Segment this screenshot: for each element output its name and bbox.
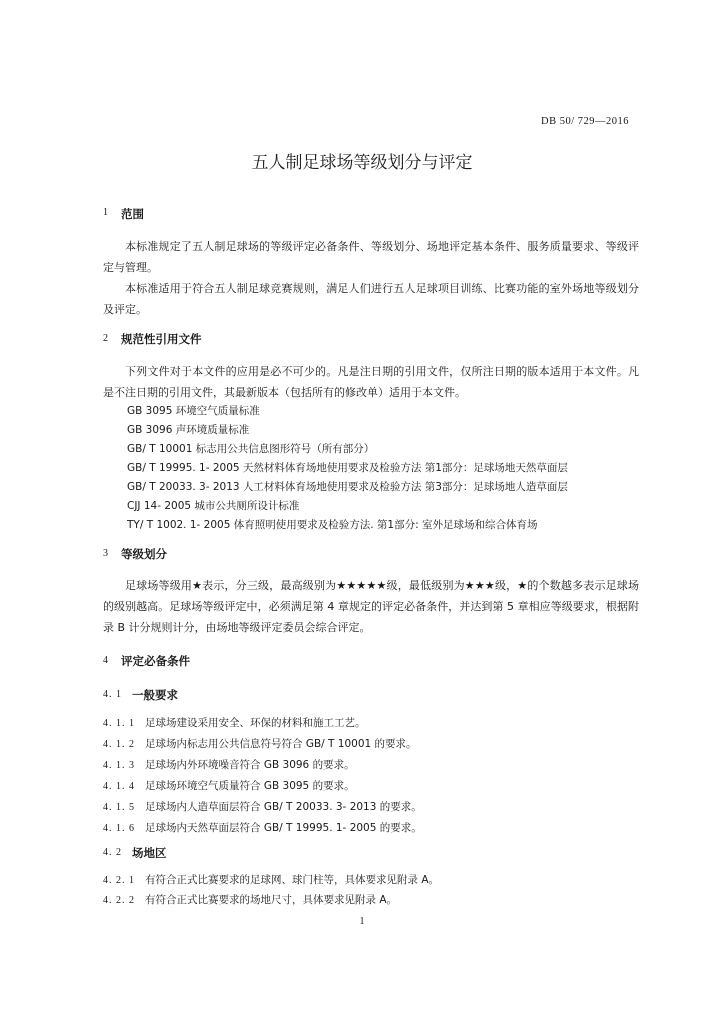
clause-item: 4. 1. 6 足球场内天然草面层符合 GB/ T 19995. 1- 2005 的要求。 <box>103 822 422 834</box>
page-number: 1 <box>359 916 365 927</box>
clause-item: 4. 1. 2 足球场内标志用公共信息符号符合 GB/ T 10001 的要求。 <box>103 738 417 750</box>
clause-item: 4. 1. 4 足球场环境空气质量符合 GB 3095 的要求。 <box>103 780 355 792</box>
reference-item: GB/ T 10001 标志用公共信息图形符号（所有部分） <box>127 443 375 455</box>
section-heading: 评定必备条件 <box>121 654 190 668</box>
clause-item: 4. 2. 1 有符合正式比赛要求的足球网、球门柱等，具体要求见附录 A。 <box>103 874 440 886</box>
paragraph: 足球场等级用★表示，分三级，最高级别为★★★★★级，最低级别为★★★级，★的个数越多表示足球场的级别越高。足球场等级评定中，必须满足第 4 章规定的评定必备条件，并达到第 5 章相应等级要求，根据附录 B 计分规则计分，由场地等级评定委员会综合评定。 <box>103 579 639 634</box>
subsection-number: 4. 2 <box>103 847 122 858</box>
document-title: 五人制足球场等级划分与评定 <box>251 153 473 173</box>
reference-item: GB/ T 19995. 1- 2005 天然材料体育场地使用要求及检验方法 第1部分：足球场地天然草面层 <box>127 462 568 474</box>
subsection-heading: 一般要求 <box>132 688 178 702</box>
standard-code: DB 50/ 729—2016 <box>541 116 630 127</box>
reference-item: GB 3096 声环境质量标准 <box>127 424 250 436</box>
subsection-number: 4. 1 <box>103 689 122 700</box>
paragraph: 本标准适用于符合五人制足球竞赛规则，满足人们进行五人足球项目训练、比赛功能的室外场地等级划分及评定。 <box>103 282 639 316</box>
reference-item: GB/ T 20033. 3- 2013 人工材料体育场地使用要求及检验方法 第3部分：足球场地人造草面层 <box>127 481 568 493</box>
paragraph: 本标准规定了五人制足球场的等级评定必备条件、等级划分、场地评定基本条件、服务质量要求、等级评定与管理。 <box>103 240 639 274</box>
reference-item: GB 3095 环境空气质量标准 <box>127 405 260 417</box>
clause-item: 4. 1. 3 足球场内外环境噪音符合 GB 3096 的要求。 <box>103 759 355 771</box>
reference-item: CJJ 14- 2005 城市公共厕所设计标准 <box>127 500 300 512</box>
section-number: 3 <box>103 548 108 559</box>
section-heading: 等级划分 <box>121 547 167 561</box>
section-heading: 规范性引用文件 <box>121 332 202 346</box>
section-heading: 范围 <box>121 207 144 221</box>
section-number: 4 <box>103 655 108 666</box>
clause-item: 4. 2. 2 有符合正式比赛要求的场地尺寸，具体要求见附录 A。 <box>103 894 398 906</box>
section-number: 2 <box>103 333 108 344</box>
clause-item: 4. 1. 5 足球场内人造草面层符合 GB/ T 20033. 3- 2013 的要求。 <box>103 801 422 813</box>
subsection-heading: 场地区 <box>132 846 167 860</box>
section-number: 1 <box>103 207 108 218</box>
reference-item: TY/ T 1002. 1- 2005 体育照明使用要求及检验方法. 第1部分: 室外足球场和综合体育场 <box>127 519 538 531</box>
clause-item: 4. 1. 1 足球场建设采用安全、环保的材料和施工工艺。 <box>103 717 366 729</box>
paragraph: 下列文件对于本文件的应用是必不可少的。凡是注日期的引用文件，仅所注日期的版本适用于本文件。凡是不注日期的引用文件，其最新版本（包括所有的修改单）适用于本文件。 <box>103 365 639 399</box>
